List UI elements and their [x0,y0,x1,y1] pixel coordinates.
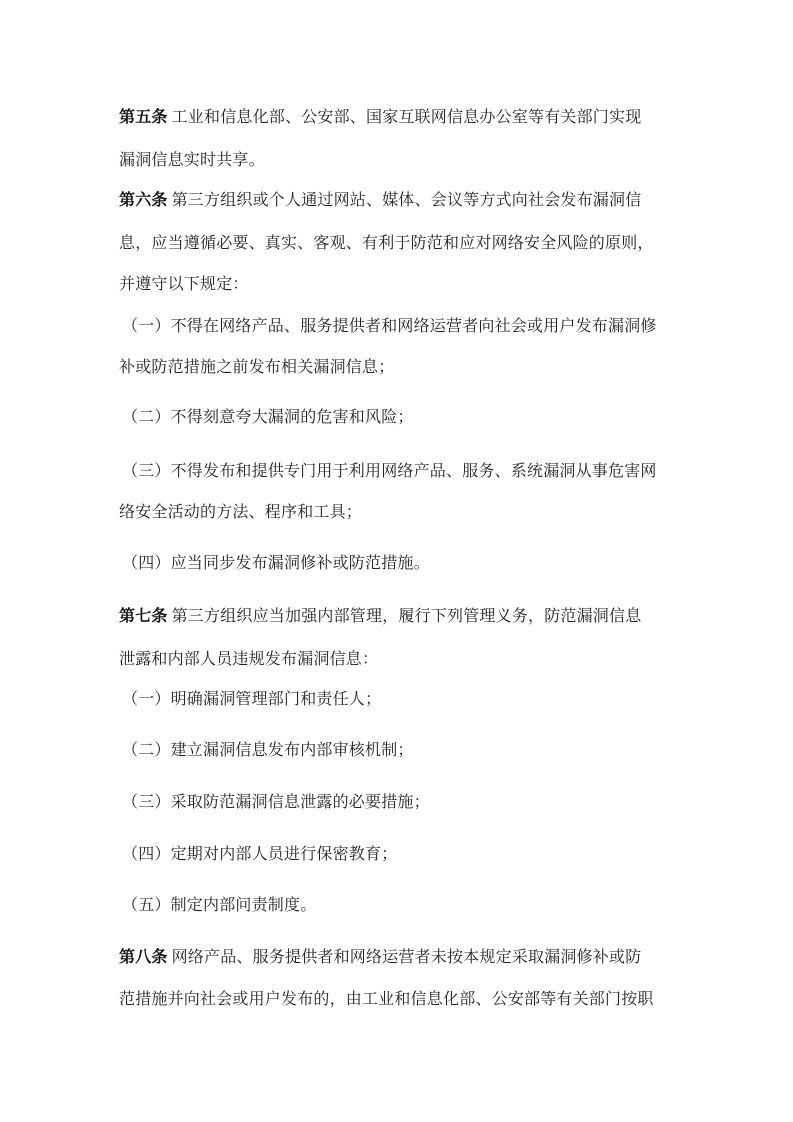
list-item-line [122,842,397,866]
line-text: 网络产品、服务提供者和网络运营者未按本规定采取漏洞修补或防 [171,947,642,966]
paragraph-line [119,188,641,212]
list-item-line [122,738,414,762]
list-item-line [122,405,414,429]
list-item-line [119,500,362,524]
paragraph-line [119,231,654,255]
line-text: （四）应当同步发布漏洞修补或防范措施。 [122,553,430,572]
list-item-line [119,355,394,379]
line-text: 第三方组织应当加强内部管理，履行下列管理义务，防范漏洞信息 [171,606,642,625]
line-text: 泄露和内部人员违规发布漏洞信息： [119,649,379,668]
line-text: （三）采取防范漏洞信息泄露的必要措施； [122,792,430,811]
line-text: 络安全活动的方法、程序和工具； [119,502,363,521]
list-item-line [122,790,430,814]
line-text: （三）不得发布和提供专门用于利用网络产品、服务、系统漏洞从事危害网 [122,461,657,480]
line-text: 并遵守以下规定： [119,274,249,293]
paragraph-line [119,105,641,129]
paragraph-line [119,604,641,628]
list-item-line [122,314,657,338]
line-text: （一）明确漏洞管理部门和责任人； [122,689,382,708]
line-text: 范措施并向社会或用户发布的，由工业和信息化部、公安部等有关部门按职 [119,989,654,1008]
line-text: （五）制定内部问责制度。 [122,895,317,914]
paragraph-line [119,272,249,296]
list-item-line [122,687,381,711]
line-text: 漏洞信息实时共享。 [119,150,265,169]
list-item-line [122,893,316,917]
article-label: 第五条 [119,107,168,126]
line-text: 第三方组织或个人通过网站、媒体、会议等方式向社会发布漏洞信 [171,190,642,209]
list-item-line [122,459,657,483]
article-label: 第八条 [119,947,168,966]
list-item-line [122,551,430,575]
line-text: 工业和信息化部、公安部、国家互联网信息办公室等有关部门实现 [171,107,642,126]
line-text: （二）不得刻意夸大漏洞的危害和风险； [122,407,414,426]
line-text: 息，应当遵循必要、真实、客观、有利于防范和应对网络安全风险的原则， [119,233,654,252]
line-text: （一）不得在网络产品、服务提供者和网络运营者向社会或用户发布漏洞修 [122,316,657,335]
article-label: 第六条 [119,190,168,209]
paragraph-line [119,647,378,671]
article-label: 第七条 [119,606,168,625]
line-text: （四）定期对内部人员进行保密教育； [122,844,398,863]
line-text: 补或防范措施之前发布相关漏洞信息； [119,357,395,376]
line-text: （二）建立漏洞信息发布内部审核机制； [122,740,414,759]
paragraph-line [119,987,654,1011]
paragraph-line [119,945,641,969]
paragraph-line [119,148,265,172]
